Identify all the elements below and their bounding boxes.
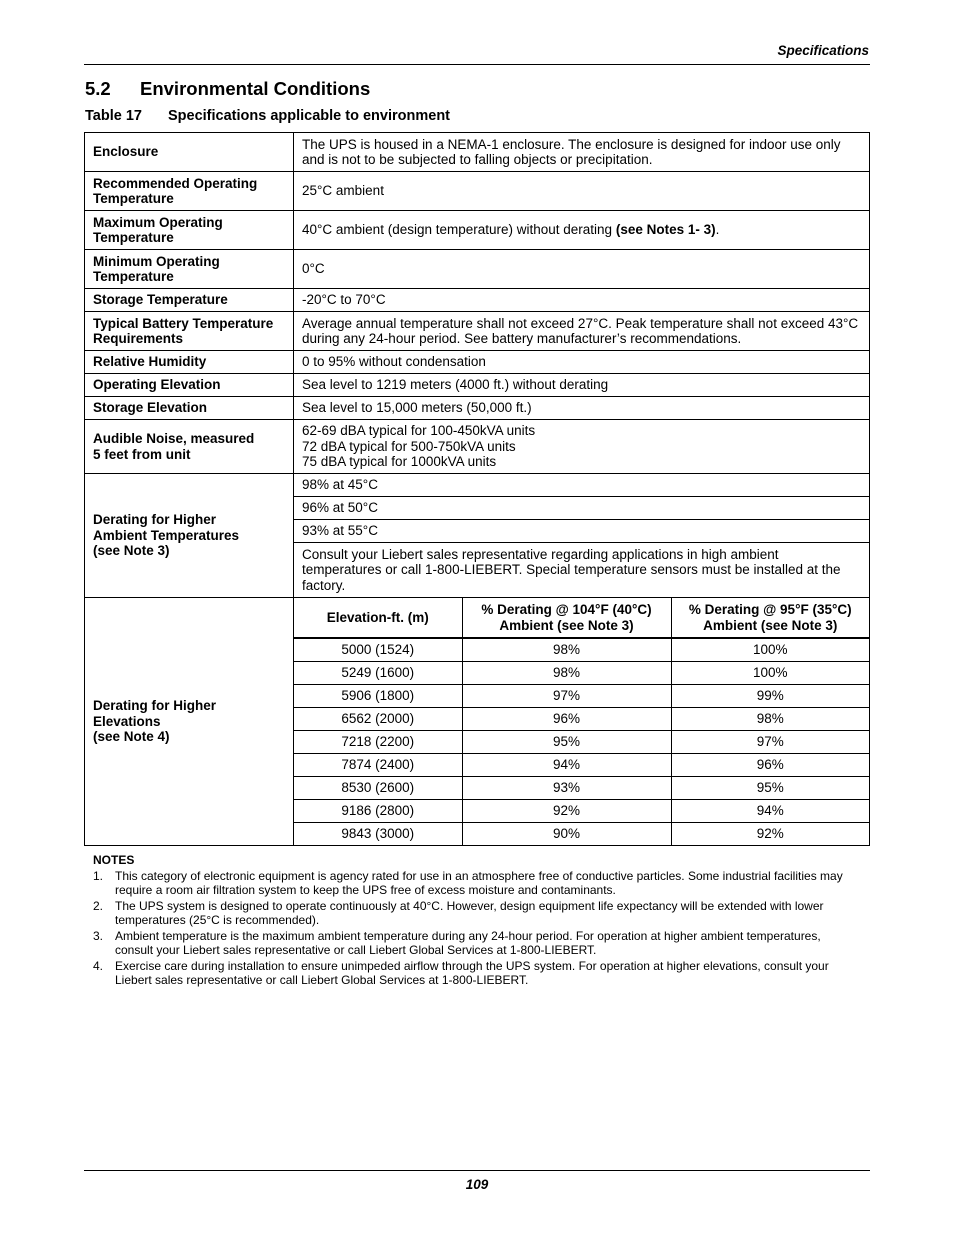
label-line: Derating for Higher: [93, 698, 217, 714]
max-temp-end: .: [715, 222, 720, 238]
elevation-cell: 5906 (1800): [294, 685, 462, 708]
derating-35c-cell: 98%: [671, 708, 869, 731]
column-header: % Derating @ 104°F (40°C) Ambient (see Note 3): [462, 598, 671, 638]
derating-35c-cell: 94%: [671, 800, 869, 823]
noise-value: 75 dBA typical for 1000kVA units: [302, 454, 497, 470]
derating-40c-cell: 92%: [462, 800, 671, 823]
row-label: Storage Temperature: [85, 289, 294, 312]
column-header: % Derating @ 95°F (35°C) Ambient (see Note 3): [671, 598, 869, 638]
section-number: 5.2: [85, 78, 111, 99]
row-label: Minimum Operating Temperature: [85, 250, 294, 289]
label-line: 5 feet from unit: [93, 446, 191, 462]
noise-value: 62-69 dBA typical for 100-450kVA units: [302, 423, 536, 439]
elevation-cell: 7874 (2400): [294, 754, 462, 777]
elevation-row: [294, 662, 869, 685]
row-value: 0 to 95% without condensation: [294, 351, 870, 374]
row-value: Sea level to 15,000 meters (50,000 ft.): [294, 397, 870, 420]
derating-40c-cell: 90%: [462, 823, 671, 846]
row-label: Relative Humidity: [85, 351, 294, 374]
label-line: Ambient Temperatures: [93, 527, 240, 543]
elevation-row: [294, 685, 869, 708]
derating-40c-cell: 98%: [462, 662, 671, 685]
footer-rule: [84, 1170, 870, 1171]
derating-35c-cell: 92%: [671, 823, 869, 846]
row-value: [294, 420, 870, 474]
row-value: Sea level to 1219 meters (4000 ft.) without derating: [294, 374, 870, 397]
derating-35c-cell: 100%: [671, 662, 869, 685]
table-row: [85, 420, 870, 474]
list-item: [294, 497, 869, 520]
elevation-derating-cell: [294, 598, 870, 846]
table-row: [85, 312, 870, 351]
derating-40c-cell: 96%: [462, 708, 671, 731]
list-item: [294, 543, 869, 598]
table-row: [85, 351, 870, 374]
elevation-row: [294, 708, 869, 731]
label-line: Derating for Higher: [93, 512, 217, 528]
derating-35c-cell: 95%: [671, 777, 869, 800]
page-number: 109: [465, 1177, 489, 1192]
elevation-row: [294, 800, 869, 823]
row-value: 0°C: [294, 250, 870, 289]
elevation-cell: 5249 (1600): [294, 662, 462, 685]
elevation-cell: 9186 (2800): [294, 800, 462, 823]
table-row: [85, 374, 870, 397]
note-text: Ambient temperature is the maximum ambient temperature during any 24-hour period. For operation at higher ambient temperatures, consult your Liebert sales representative or call Liebert Global Services at 1-800-LIEBERT.: [115, 929, 821, 957]
derating-40c-cell: 93%: [462, 777, 671, 800]
table-row: [85, 397, 870, 420]
derating-40c-cell: 97%: [462, 685, 671, 708]
derating-35c-cell: 97%: [671, 731, 869, 754]
elevation-cell: 9843 (3000): [294, 823, 462, 846]
derating-value: 96% at 50°C: [294, 497, 869, 520]
row-label: [85, 474, 294, 598]
elevation-header-row: [294, 598, 869, 638]
label-line: (see Note 4): [93, 729, 170, 745]
table-row: [85, 474, 870, 598]
table-row: [85, 598, 870, 846]
table-row: [85, 211, 870, 250]
row-value: -20°C to 70°C: [294, 289, 870, 312]
max-temp-text: 40°C ambient (design temperature) without derating: [302, 222, 616, 238]
note-number: 2.: [93, 899, 104, 913]
elevation-row: [294, 823, 869, 846]
derating-40c-cell: 95%: [462, 731, 671, 754]
table-caption: [85, 108, 450, 124]
elevation-cell: 8530 (2600): [294, 777, 462, 800]
row-label: Typical Battery Temperature Requirements: [85, 312, 294, 351]
consult-text: Consult your Liebert sales representative regarding applications in high ambient temperatures or call 1-800-LIEBERT. Special temperature sensors must be installed at the factory.: [294, 543, 869, 598]
derating-35c-cell: 99%: [671, 685, 869, 708]
row-value: [294, 211, 870, 250]
elevation-row: [294, 731, 869, 754]
notes-section: [84, 853, 870, 989]
derating-value: 93% at 55°C: [294, 520, 869, 543]
table-row: [85, 133, 870, 172]
running-header: Specifications: [777, 43, 869, 58]
label-line: (see Note 3): [93, 543, 170, 559]
header-rule: [84, 64, 870, 65]
note-text: This category of electronic equipment is agency rated for use in an atmosphere free of conductive particles. Some industrial facilities may require a room air filtration system to keep the UPS free of excess moisture and contaminants.: [115, 869, 843, 897]
elevation-cell: 6562 (2000): [294, 708, 462, 731]
temp-derating-list: [294, 474, 869, 597]
note-item: [84, 929, 870, 957]
noise-value: 72 dBA typical for 500-750kVA units: [302, 438, 516, 454]
table-row: [85, 289, 870, 312]
temp-derating-cell: [294, 474, 870, 598]
label-line: Elevations: [93, 713, 161, 729]
row-label: Operating Elevation: [85, 374, 294, 397]
section-title: Environmental Conditions: [140, 78, 371, 99]
table-row: [85, 250, 870, 289]
note-item: [84, 959, 870, 987]
row-label: [85, 598, 294, 846]
note-number: 4.: [93, 959, 104, 973]
list-item: [294, 520, 869, 543]
row-value: Average annual temperature shall not exceed 27°C. Peak temperature shall not exceed 43°C during any 24-hour period. See battery manufacturer’s recommendations.: [294, 312, 870, 351]
elevation-row: [294, 777, 869, 800]
derating-35c-cell: 96%: [671, 754, 869, 777]
elevation-derating-table: [294, 598, 869, 845]
section-heading: [85, 78, 370, 100]
note-item: [84, 869, 870, 897]
derating-35c-cell: 100%: [671, 638, 869, 662]
row-value: 25°C ambient: [294, 172, 870, 211]
elevation-row: [294, 638, 869, 662]
table-row: [85, 172, 870, 211]
derating-value: 98% at 45°C: [302, 477, 378, 493]
notes-title: NOTES: [93, 853, 135, 867]
note-text: The UPS system is designed to operate continuously at 40°C. However, design equipment life expectancy will be extended with lower temperatures (25°C is recommended).: [115, 899, 824, 927]
notes-reference: (see Notes 1- 3): [615, 222, 716, 238]
column-header: Elevation-ft. (m): [294, 598, 462, 638]
row-label: Maximum Operating Temperature: [85, 211, 294, 250]
note-item: [84, 899, 870, 927]
row-label: [85, 420, 294, 474]
elevation-cell: 7218 (2200): [294, 731, 462, 754]
table-title: Specifications applicable to environment: [168, 108, 451, 124]
note-number: 1.: [93, 869, 104, 883]
derating-40c-cell: 94%: [462, 754, 671, 777]
elevation-row: [294, 754, 869, 777]
elevation-cell: 5000 (1524): [294, 638, 462, 662]
row-label: Enclosure: [85, 133, 294, 172]
table-number: Table 17: [85, 108, 142, 124]
list-item: [294, 474, 869, 497]
row-value: The UPS is housed in a NEMA-1 enclosure. The enclosure is designed for indoor use only and is not to be subjected to falling objects or precipitation.: [294, 133, 870, 172]
row-label: Storage Elevation: [85, 397, 294, 420]
label-line: Audible Noise, measured: [93, 431, 255, 446]
note-number: 3.: [93, 929, 104, 943]
row-label: Recommended Operating Temperature: [85, 172, 294, 211]
derating-40c-cell: 98%: [462, 638, 671, 662]
environment-spec-table: [84, 132, 870, 846]
note-text: Exercise care during installation to ensure unimpeded airflow through the UPS system. For operation at higher elevations, consult your Liebert sales representative or call Liebert Global Services at 1-800-LIEBERT.: [115, 959, 829, 987]
